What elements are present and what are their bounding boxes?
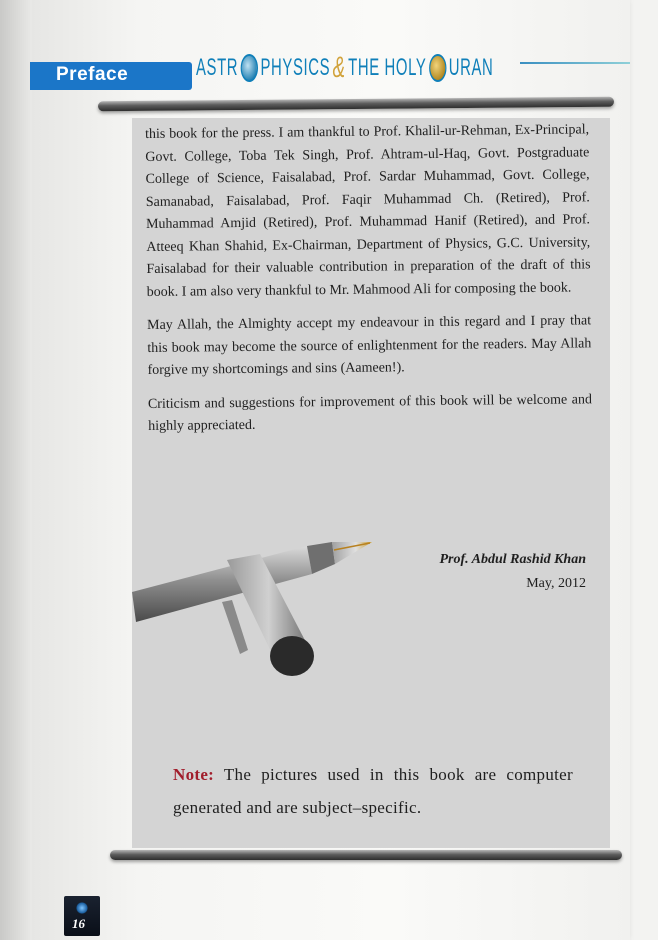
section-tab-label: Preface [56,64,129,85]
pen-clip [222,600,248,654]
pen-grip [307,542,335,574]
pen-nib [332,542,372,564]
title-part-quran: URAN [448,54,494,81]
pen-cap-end [270,636,314,676]
preface-text [145,119,592,449]
note-label: Note: [173,765,215,784]
header-divider-line [520,62,630,64]
author-name: Prof. Abdul Rashid Khan [439,552,586,567]
paragraph-feedback: Criticism and suggestions for improvement of this book will be welcome and highly appreciated. [147,391,592,434]
book-title [196,48,493,88]
title-part-the-holy: THE HOLY [348,54,427,81]
galaxy-icon [76,902,88,914]
title-part-astro: ASTR [196,54,239,81]
note-text: The pictures used in this book are computer generated and are subject–specific. [173,765,573,817]
title-ampersand: & [332,51,346,84]
title-part-physics: PHYSICS [260,54,331,81]
fountain-pen-illustration [132,532,382,682]
section-tab [30,62,192,90]
bottom-scroll-bar [110,850,622,860]
signature-date: May, 2012 [526,576,586,591]
note-block [173,758,573,824]
paragraph-acknowledgements: this book for the press. I am thankful to Prof. Khalil-ur-Rehman, Ex-Principal, Govt. College, Toba Tek Singh, Prof. Ahtram-ul-Haq, Govt. Postgraduate College of Science, Faisalabad, Prof. Sardar Muhammad, Govt. College, Samanabad, Faisalabad, Prof. Faqir Muhammad Ch. (Retired), Prof. Muhammad Amjid (Retired), Prof. Muhammad Hanif (Retired), and Prof. Atteeq Khan Shahid, Ex-Chairman, Department of Physics, G.C. University, Faisalabad for their valuable contribution in preparation of the draft of this book. I am also very thankful to Mr. Mahmood Ali for composing the book. [145,122,591,300]
page-spine-shadow [0,0,32,940]
paragraph-prayer: May Allah, the Almighty accept my endeavour in this regard and I pray that this book may become the source of enlightenment for the readers. May Allah forgive my shortcomings and sins (Aameen!). [147,313,592,378]
page-number: 16 [72,916,85,931]
author-signature [439,548,586,596]
quran-book-icon [429,54,446,82]
globe-icon [241,54,258,82]
page-number-badge [64,896,100,936]
